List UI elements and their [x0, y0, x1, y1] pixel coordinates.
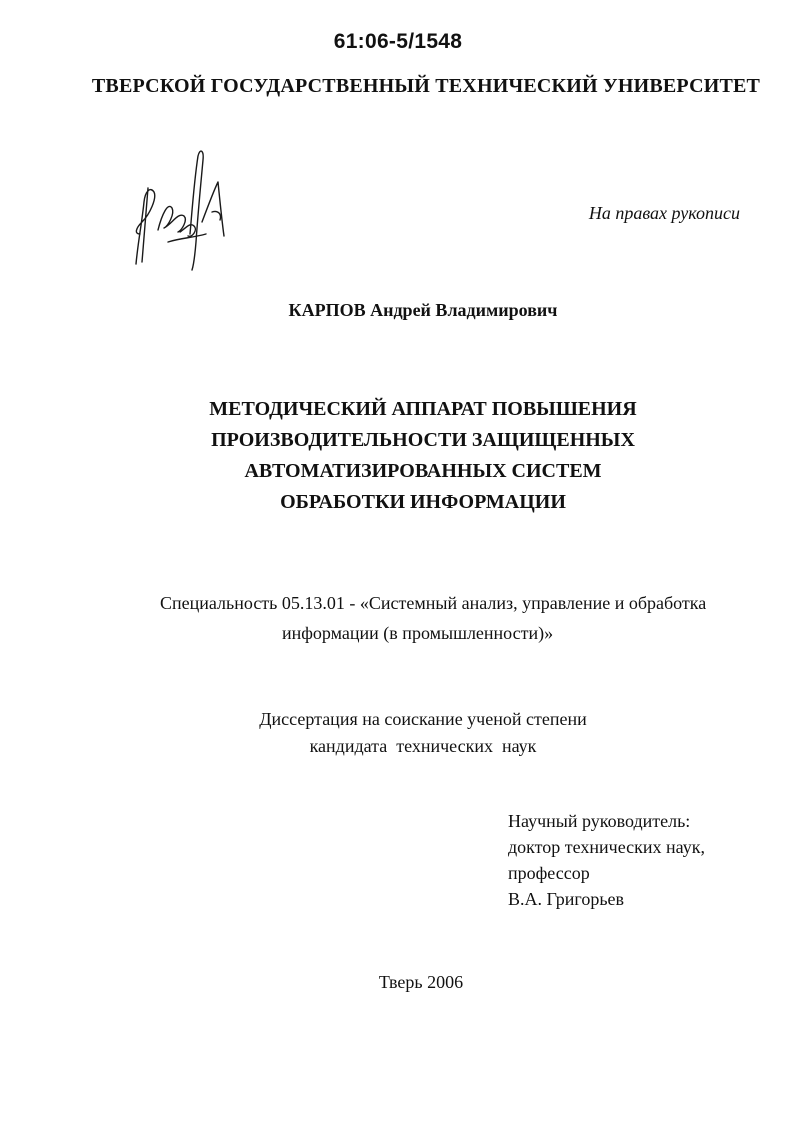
- advisor-rank: профессор: [508, 863, 590, 883]
- university-name: ТВЕРСКОЙ ГОСУДАРСТВЕННЫЙ ТЕХНИЧЕСКИЙ УНИВЕРСИТЕТ: [91, 75, 761, 97]
- title-line: ОБРАБОТКИ ИНФОРМАЦИИ: [280, 491, 566, 513]
- title-line: ПРОИЗВОДИТЕЛЬНОСТИ ЗАЩИЩЕННЫХ: [211, 429, 635, 451]
- rights-note: На правах рукописи: [588, 203, 740, 223]
- degree-line-2: кандидата технических наук: [309, 736, 537, 756]
- advisor-degree: доктор технических наук,: [508, 837, 705, 857]
- title-line: АВТОМАТИЗИРОВАННЫХ СИСТЕМ: [244, 460, 602, 482]
- author-name: КАРПОВ Андрей Владимирович: [288, 300, 558, 320]
- advisor-name: В.А. Григорьев: [508, 889, 625, 909]
- degree-statement: [0, 706, 796, 760]
- specialty-line-1: Специальность 05.13.01 - «Системный анализ, управление и обработка: [160, 593, 707, 613]
- degree-line-1: Диссертация на соискание ученой степени: [259, 709, 587, 729]
- city-year: Тверь 2006: [378, 972, 464, 992]
- handwritten-signature-icon: [128, 142, 232, 274]
- dissertation-title: [0, 394, 796, 518]
- specialty-line-2: информации (в промышленности)»: [282, 623, 554, 643]
- scientific-advisor: [508, 808, 705, 912]
- archive-code: 61:06-5/1548: [333, 30, 463, 53]
- title-line: МЕТОДИЧЕСКИЙ АППАРАТ ПОВЫШЕНИЯ: [209, 398, 637, 420]
- advisor-label: Научный руководитель:: [508, 811, 691, 831]
